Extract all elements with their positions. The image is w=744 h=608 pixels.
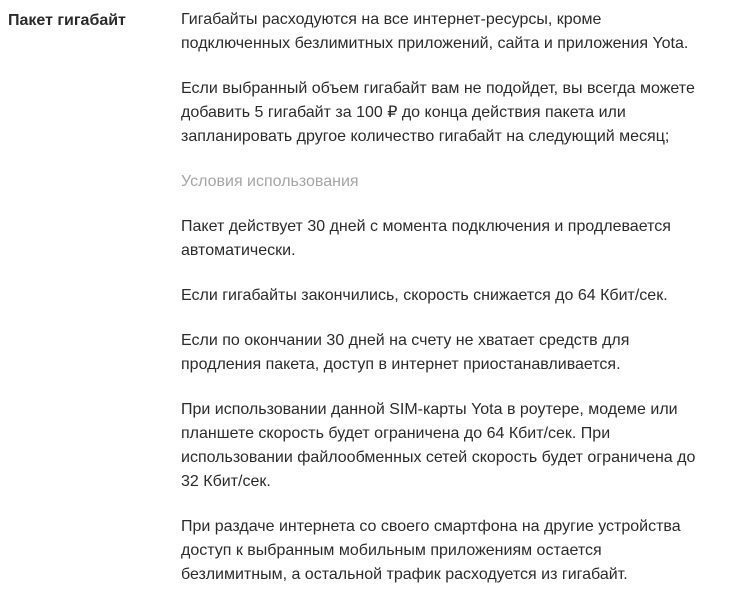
terms-paragraph: При использовании данной SIM-карты Yota в роутере, модеме или планшете скорость будет ограничена до 64 Кбит/сек. При использовании файлообменных сетей скорость будет ограничена до 32 Кбит/сек.: [181, 401, 696, 490]
terms-subheading: Условия использования: [181, 173, 359, 190]
terms-paragraph: Если выбранный объем гигабайт вам не подойдет, вы всегда можете добавить 5 гигабайт за 100 ₽ до конца действия пакета или запланировать другое количество гигабайт на следующий месяц;: [181, 80, 695, 145]
section-content-column: [181, 8, 706, 608]
terms-paragraph: Если гигабайты закончились, скорость снижается до 64 Кбит/сек.: [181, 287, 668, 304]
terms-paragraph: Пакет действует 30 дней с момента подключения и продлевается автоматически.: [181, 218, 671, 259]
terms-paragraph: При раздаче интернета со своего смартфона на другие устройства доступ к выбранным мобильным приложениям остается безлимитным, а остальной трафик расходуется из гигабайт.: [181, 518, 681, 583]
terms-paragraph: Если по окончании 30 дней на счету не хватает средств для продления пакета, доступ в интернет приостанавливается.: [181, 332, 630, 373]
section-label-column: [8, 8, 181, 32]
section-title: Пакет гигабайт: [8, 12, 126, 29]
terms-paragraph: Гигабайты расходуются на все интернет-ресурсы, кроме подключенных безлимитных приложений, сайта и приложения Yota.: [181, 11, 689, 52]
